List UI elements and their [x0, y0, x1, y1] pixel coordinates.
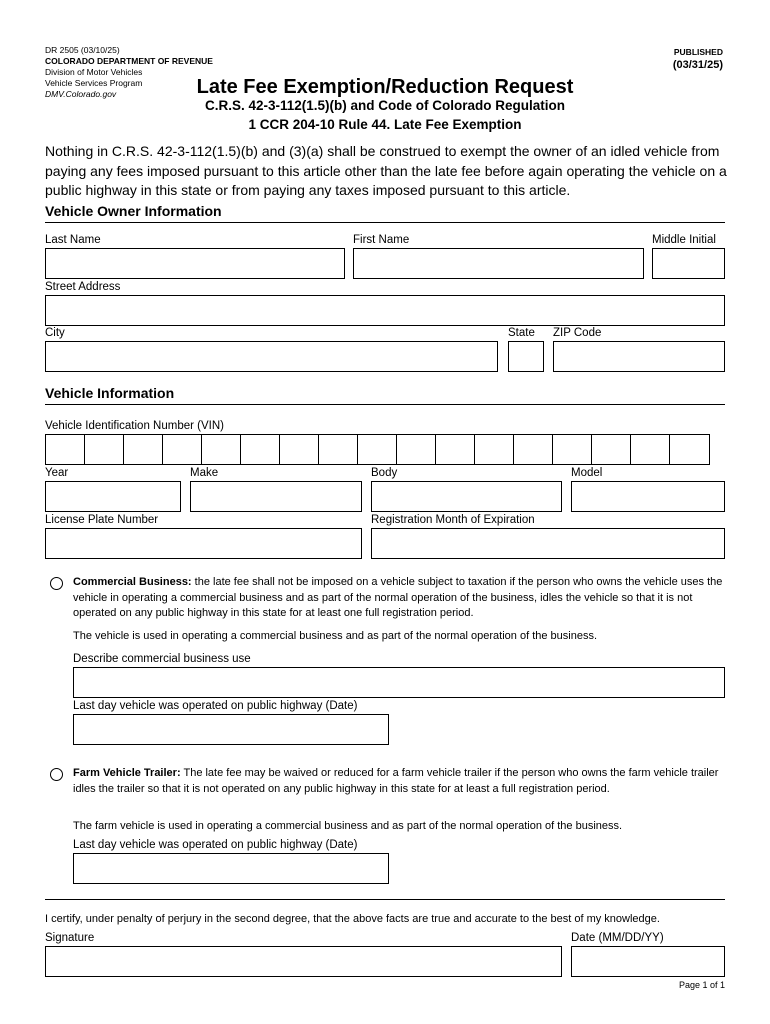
vin-char-box[interactable] [162, 434, 202, 465]
vin-field [45, 434, 709, 465]
divider [45, 404, 725, 405]
commercial-statement: The vehicle is used in operating a commercial business and as part of the normal operation of the business. [73, 630, 598, 642]
first-name-label: First Name [353, 234, 410, 246]
farm-trailer-description [73, 766, 725, 797]
body-label: Body [371, 467, 398, 479]
model-label: Model [571, 467, 603, 479]
vin-char-box[interactable] [435, 434, 475, 465]
signature-label: Signature [45, 932, 95, 944]
commercial-business-title: Commercial Business: [73, 576, 192, 588]
middle-initial-field[interactable] [652, 248, 725, 279]
vin-char-box[interactable] [552, 434, 592, 465]
last-name-field[interactable] [45, 248, 345, 279]
plate-field[interactable] [45, 528, 362, 559]
vin-char-box[interactable] [630, 434, 670, 465]
certify-text: I certify, under penalty of perjury in the second degree, that the above facts are true and accurate to the best of my knowledge. [45, 913, 660, 925]
commercial-business-description [73, 575, 725, 622]
website: DMV.Colorado.gov [45, 89, 117, 99]
commercial-describe-field[interactable] [73, 667, 725, 698]
farm-trailer-text: The late fee may be waived or reduced for a farm vehicle trailer if the person who owns the farm vehicle trailer idles the trailer so that it is not operated on any public highway in this state for at least a full registration period. [73, 767, 719, 795]
vin-char-box[interactable] [357, 434, 397, 465]
street-address-label: Street Address [45, 281, 121, 293]
commercial-business-radio[interactable] [50, 577, 63, 590]
vin-char-box[interactable] [396, 434, 436, 465]
reg-month-label: Registration Month of Expiration [371, 514, 535, 526]
program-name: Vehicle Services Program [45, 78, 143, 88]
zip-field[interactable] [553, 341, 725, 372]
vin-char-box[interactable] [240, 434, 280, 465]
reg-month-field[interactable] [371, 528, 725, 559]
plate-label: License Plate Number [45, 514, 159, 526]
page-subtitle-line1: C.R.S. 42-3-112(1.5)(b) and Code of Colorado Regulation [204, 98, 566, 113]
signature-field[interactable] [45, 946, 562, 977]
vin-char-box[interactable] [279, 434, 319, 465]
vehicle-section-heading: Vehicle Information [45, 385, 175, 401]
make-label: Make [190, 467, 219, 479]
farm-trailer-title: Farm Vehicle Trailer: [73, 767, 181, 779]
year-label: Year [45, 467, 69, 479]
vin-char-box[interactable] [318, 434, 358, 465]
commercial-date-label: Last day vehicle was operated on public highway (Date) [73, 700, 358, 712]
year-field[interactable] [45, 481, 181, 512]
model-field[interactable] [571, 481, 725, 512]
department-name: COLORADO DEPARTMENT OF REVENUE [45, 56, 213, 66]
city-label: City [45, 327, 65, 339]
vin-char-box[interactable] [591, 434, 631, 465]
farm-statement: The farm vehicle is used in operating a commercial business and as part of the normal operation of the business. [73, 820, 623, 832]
divider [45, 222, 725, 223]
page-subtitle-line2: 1 CCR 204-10 Rule 44. Late Fee Exemption [248, 117, 522, 132]
last-name-label: Last Name [45, 234, 101, 246]
vin-label: Vehicle Identification Number (VIN) [45, 420, 224, 432]
form-id: DR 2505 (03/10/25) [45, 45, 120, 55]
middle-initial-label: Middle Initial [652, 234, 716, 246]
commercial-business-text: the late fee shall not be imposed on a vehicle subject to taxation if the person who owns the vehicle uses the vehicle in operating a commercial business and as part of the normal operation of the business, idles the vehicle so that it is not operated on any public highway in this state for at least one full registration period. [73, 576, 723, 619]
intro-text: Nothing in C.R.S. 42-3-112(1.5)(b) and (3)(a) shall be construed to exempt the owner of an idled vehicle from paying any fees imposed pursuant to this article other than the late fee before again operating the vehicle on a public highway in this state or from paying any taxes imposed pursuant to this article. [45, 143, 727, 198]
vin-char-box[interactable] [474, 434, 514, 465]
owner-section-heading: Vehicle Owner Information [45, 203, 222, 219]
division-name: Division of Motor Vehicles [45, 67, 143, 77]
farm-trailer-radio[interactable] [50, 768, 63, 781]
city-field[interactable] [45, 341, 498, 372]
page-number: Page 1 of 1 [678, 980, 725, 990]
published-block [673, 47, 723, 71]
vin-char-box[interactable] [123, 434, 163, 465]
farm-date-label: Last day vehicle was operated on public highway (Date) [73, 839, 358, 851]
vin-char-box[interactable] [84, 434, 124, 465]
commercial-date-field[interactable] [73, 714, 389, 745]
published-label: PUBLISHED [673, 47, 723, 57]
first-name-field[interactable] [353, 248, 644, 279]
divider [45, 899, 725, 900]
farm-date-field[interactable] [73, 853, 389, 884]
vin-char-box[interactable] [201, 434, 241, 465]
make-field[interactable] [190, 481, 362, 512]
street-address-field[interactable] [45, 295, 725, 326]
page-title: Late Fee Exemption/Reduction Request [196, 76, 574, 98]
zip-label: ZIP Code [553, 327, 602, 339]
state-label: State [508, 327, 535, 339]
sign-date-field[interactable] [571, 946, 725, 977]
published-date: (03/31/25) [672, 59, 723, 71]
commercial-describe-label: Describe commercial business use [73, 653, 251, 665]
sign-date-label: Date (MM/DD/YY) [571, 932, 664, 944]
vin-char-box[interactable] [513, 434, 553, 465]
vin-char-box[interactable] [45, 434, 85, 465]
vin-char-box[interactable] [669, 434, 710, 465]
body-field[interactable] [371, 481, 562, 512]
state-field[interactable] [508, 341, 544, 372]
